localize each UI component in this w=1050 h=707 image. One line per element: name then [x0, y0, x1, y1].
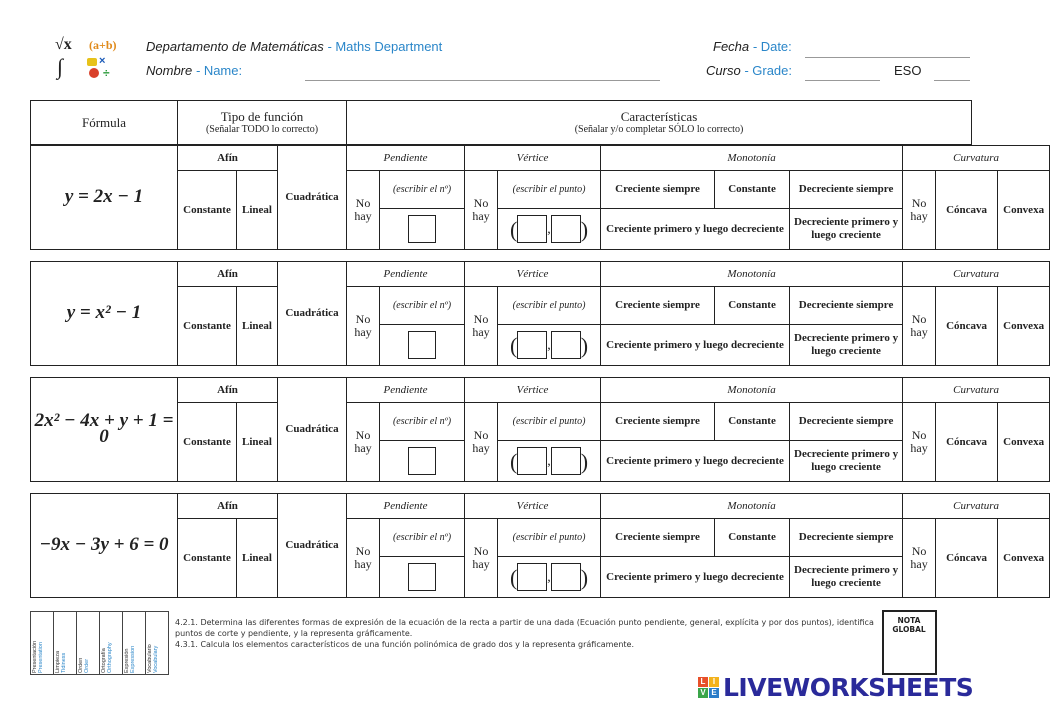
criterion-label — [77, 612, 91, 674]
blank — [936, 611, 972, 674]
pendiente-no-hay[interactable]: No hay — [347, 287, 380, 366]
formula-header: Fórmula — [31, 101, 178, 145]
comma: , — [547, 569, 551, 585]
criterion-1[interactable] — [31, 611, 54, 674]
option-constante[interactable]: Constante — [178, 287, 237, 366]
nota-global[interactable]: NOTA GLOBAL — [883, 611, 936, 674]
option-creciente[interactable]: Creciente siempre — [601, 287, 715, 325]
liveworksheets-logo-icon: L I V E — [698, 677, 719, 698]
eso-field[interactable] — [934, 80, 970, 81]
option-cuadratica[interactable]: Cuadrática — [278, 494, 347, 598]
pendiente-no-hay[interactable]: No hay — [347, 171, 380, 250]
option-decreciente[interactable]: Decreciente siempre — [790, 171, 903, 209]
vertice-no-hay[interactable]: No hay — [465, 403, 498, 482]
option-concava[interactable]: Cóncava — [936, 403, 998, 482]
vertice-point — [510, 447, 588, 475]
vertice-label: Vértice — [465, 146, 601, 171]
curvatura-label: Curvatura — [903, 146, 1050, 171]
option-lineal[interactable]: Lineal — [237, 287, 278, 366]
pendiente-input-cell — [380, 209, 465, 250]
criterion-2[interactable] — [54, 611, 77, 674]
vertice-label: Vértice — [465, 262, 601, 287]
date-en: Date: — [760, 39, 792, 54]
option-constante[interactable]: Constante — [178, 171, 237, 250]
vertice-hint: (escribir el punto) — [498, 287, 601, 325]
formula-text: −9x − 3y + 6 = 0 — [39, 533, 169, 555]
department-en: Maths Department — [335, 39, 443, 54]
pendiente-hint: (escribir el nº) — [380, 403, 465, 441]
criterion-en: Presentation — [38, 641, 44, 673]
pendiente-hint: (escribir el nº) — [380, 287, 465, 325]
monotonia-label: Monotonía — [601, 378, 903, 403]
name-line — [146, 63, 242, 78]
option-crec-dec[interactable]: Creciente primero y luego decreciente — [601, 441, 790, 482]
option-concava[interactable]: Cóncava — [936, 287, 998, 366]
criterion-label — [31, 612, 45, 674]
vertice-y-input[interactable] — [551, 447, 581, 475]
comma: , — [547, 453, 551, 469]
function-row-3 — [30, 377, 1050, 482]
separator: - — [192, 63, 204, 78]
paren-close: ) — [580, 564, 589, 590]
pendiente-input-cell — [380, 557, 465, 598]
option-cuadratica[interactable]: Cuadrática — [278, 378, 347, 482]
option-convexa[interactable]: Convexa — [998, 287, 1050, 366]
criterion-en: Orthography — [107, 641, 113, 673]
paren-close: ) — [580, 216, 589, 242]
function-row-4 — [30, 493, 1050, 598]
pendiente-no-hay[interactable]: No hay — [347, 519, 380, 598]
liveworksheets-text: LIVEWORKSHEETS — [723, 672, 974, 702]
formula-text: y = 2x − 1 — [64, 185, 144, 207]
option-dec-crec[interactable]: Decreciente primero y luego creciente — [790, 325, 903, 366]
separator: - — [749, 39, 761, 54]
formula-cell — [31, 378, 178, 482]
standards-text — [169, 611, 883, 674]
pendiente-input[interactable] — [408, 331, 436, 359]
vertice-label: Vértice — [465, 494, 601, 519]
curvatura-no-hay[interactable]: No hay — [903, 287, 936, 366]
criterion-label — [100, 612, 114, 674]
comma: , — [547, 337, 551, 353]
separator: - — [740, 63, 753, 78]
pendiente-hint: (escribir el nº) — [380, 171, 465, 209]
option-creciente[interactable]: Creciente siempre — [601, 519, 715, 557]
date-line — [713, 39, 792, 54]
option-cuadratica[interactable]: Cuadrática — [278, 262, 347, 366]
pendiente-input[interactable] — [408, 563, 436, 591]
option-constante-mono[interactable]: Constante — [715, 287, 790, 325]
course-es: Curso — [706, 63, 741, 78]
logo-a-plus-b: (a+b) — [89, 38, 117, 52]
date-field[interactable] — [805, 57, 970, 58]
criterion-5[interactable] — [123, 611, 146, 674]
logo-symbols-icon: × ÷ — [85, 56, 121, 80]
afin-label: Afín — [178, 146, 278, 171]
option-convexa[interactable]: Convexa — [998, 519, 1050, 598]
pendiente-label: Pendiente — [347, 262, 465, 287]
vertice-y-input[interactable] — [551, 331, 581, 359]
vertice-point — [510, 215, 588, 243]
criterion-label — [146, 612, 160, 674]
pendiente-label: Pendiente — [347, 494, 465, 519]
tipo-header: Tipo de función (Señalar TODO lo correcto) — [178, 101, 347, 145]
criterion-es: Orden — [78, 657, 84, 673]
curvatura-label: Curvatura — [903, 262, 1050, 287]
option-dec-crec[interactable]: Decreciente primero y luego creciente — [790, 557, 903, 598]
vertice-x-input[interactable] — [517, 447, 547, 475]
pendiente-hint: (escribir el nº) — [380, 519, 465, 557]
vertice-x-input[interactable] — [517, 331, 547, 359]
option-constante[interactable]: Constante — [178, 403, 237, 482]
curvatura-label: Curvatura — [903, 494, 1050, 519]
curvatura-no-hay[interactable]: No hay — [903, 519, 936, 598]
criterion-es: Expresión — [124, 648, 130, 673]
pendiente-input[interactable] — [408, 215, 436, 243]
vertice-input-cell — [498, 441, 601, 482]
option-concava[interactable]: Cóncava — [936, 519, 998, 598]
monotonia-label: Monotonía — [601, 262, 903, 287]
afin-label: Afín — [178, 378, 278, 403]
pendiente-input[interactable] — [408, 447, 436, 475]
criterion-es: Vocabulario — [147, 643, 153, 673]
vertice-hint: (escribir el punto) — [498, 403, 601, 441]
option-concava[interactable]: Cóncava — [936, 171, 998, 250]
paren-open: ( — [509, 332, 518, 358]
vertice-input-cell — [498, 209, 601, 250]
afin-label: Afín — [178, 494, 278, 519]
vertice-x-input[interactable] — [517, 215, 547, 243]
option-lineal[interactable]: Lineal — [237, 519, 278, 598]
logo — [55, 36, 125, 82]
date-es: Fecha — [713, 39, 750, 54]
vertice-y-input[interactable] — [551, 215, 581, 243]
vertice-input-cell — [498, 325, 601, 366]
option-crec-dec[interactable]: Creciente primero y luego decreciente — [601, 209, 790, 250]
option-convexa[interactable]: Convexa — [998, 171, 1050, 250]
pendiente-label: Pendiente — [347, 378, 465, 403]
criterion-es: Limpieza — [55, 650, 61, 673]
vertice-point — [510, 563, 588, 591]
vertice-x-input[interactable] — [517, 563, 547, 591]
vertice-label: Vértice — [465, 378, 601, 403]
header-table — [30, 100, 972, 145]
eso-label: ESO — [894, 63, 922, 78]
curvatura-no-hay[interactable]: No hay — [903, 171, 936, 250]
carac-header: Características (Señalar y/o completar SÓLO lo correcto) — [347, 101, 972, 145]
option-lineal[interactable]: Lineal — [237, 403, 278, 482]
pendiente-input-cell — [380, 441, 465, 482]
criterion-en: Expression — [130, 645, 136, 673]
paren-open: ( — [509, 564, 518, 590]
criterion-label — [123, 612, 137, 674]
vertice-y-input[interactable] — [551, 563, 581, 591]
pendiente-label: Pendiente — [347, 146, 465, 171]
criterion-es: Presentación — [32, 640, 38, 673]
name-es: Nombre — [146, 63, 193, 78]
course-en: Grade: — [752, 63, 792, 78]
option-lineal[interactable]: Lineal — [237, 171, 278, 250]
logo-sqrt-x: √x — [55, 36, 72, 53]
vertice-point — [510, 331, 588, 359]
formula-text: y = x² − 1 — [66, 301, 142, 323]
curvatura-label: Curvatura — [903, 378, 1050, 403]
vertice-no-hay[interactable]: No hay — [465, 171, 498, 250]
option-decreciente[interactable]: Decreciente siempre — [790, 519, 903, 557]
criterion-es: Ortografía — [101, 647, 107, 673]
option-crec-dec[interactable]: Creciente primero y luego decreciente — [601, 557, 790, 598]
criterion-3[interactable] — [77, 611, 100, 674]
pendiente-input-cell — [380, 325, 465, 366]
option-convexa[interactable]: Convexa — [998, 403, 1050, 482]
option-decreciente[interactable]: Decreciente siempre — [790, 403, 903, 441]
vertice-no-hay[interactable]: No hay — [465, 287, 498, 366]
monotonia-label: Monotonía — [601, 146, 903, 171]
formula-text: 2x² − 4x + y + 1 = 0 — [34, 409, 174, 447]
footer-table — [30, 610, 972, 675]
paren-close: ) — [580, 448, 589, 474]
standard-2: 4.3.1. Calcula los elementos característicos de una función polinómica de grado dos y la representa gráficamente. — [175, 640, 635, 649]
logo-integral: ∫ — [57, 54, 64, 79]
function-row-1 — [30, 145, 1050, 250]
option-decreciente[interactable]: Decreciente siempre — [790, 287, 903, 325]
option-cuadratica[interactable]: Cuadrática — [278, 146, 347, 250]
course-line — [706, 63, 792, 78]
vertice-input-cell — [498, 557, 601, 598]
formula-cell — [31, 494, 178, 598]
standard-1: 4.2.1. Determina las diferentes formas de expresión de la ecuación de la recta a partir de una dada (Ecuación punto pendiente, general, explícita y por dos puntos), identifica puntos de corte y pendiente, y la representa gráficamente. — [175, 618, 874, 638]
option-creciente[interactable]: Creciente siempre — [601, 403, 715, 441]
vertice-no-hay[interactable]: No hay — [465, 519, 498, 598]
department-line — [146, 39, 442, 54]
criterion-4[interactable] — [100, 611, 123, 674]
option-crec-dec[interactable]: Creciente primero y luego decreciente — [601, 325, 790, 366]
name-field[interactable] — [305, 80, 660, 81]
paren-open: ( — [509, 216, 518, 242]
option-dec-crec[interactable]: Decreciente primero y luego creciente — [790, 209, 903, 250]
option-dec-crec[interactable]: Decreciente primero y luego creciente — [790, 441, 903, 482]
vertice-hint: (escribir el punto) — [498, 171, 601, 209]
paren-close: ) — [580, 332, 589, 358]
formula-cell — [31, 146, 178, 250]
liveworksheets-watermark — [698, 672, 973, 702]
curvatura-no-hay[interactable]: No hay — [903, 403, 936, 482]
criterion-en: Vocabulary — [153, 645, 159, 673]
option-constante-mono[interactable]: Constante — [715, 171, 790, 209]
option-constante-mono[interactable]: Constante — [715, 403, 790, 441]
criterion-label — [54, 612, 68, 674]
criterion-en: Order — [84, 658, 90, 673]
paren-open: ( — [509, 448, 518, 474]
formula-cell — [31, 262, 178, 366]
comma: , — [547, 221, 551, 237]
option-constante-mono[interactable]: Constante — [715, 519, 790, 557]
separator: - — [323, 39, 336, 54]
course-field[interactable] — [805, 80, 880, 81]
vertice-hint: (escribir el punto) — [498, 519, 601, 557]
department-es: Departamento de Matemáticas — [146, 39, 324, 54]
monotonia-label: Monotonía — [601, 494, 903, 519]
pendiente-no-hay[interactable]: No hay — [347, 403, 380, 482]
function-row-2 — [30, 261, 1050, 366]
criterion-en: Tidiness — [61, 652, 67, 673]
criterion-6[interactable] — [146, 611, 169, 674]
name-en: Name: — [203, 63, 243, 78]
option-constante[interactable]: Constante — [178, 519, 237, 598]
option-creciente[interactable]: Creciente siempre — [601, 171, 715, 209]
afin-label: Afín — [178, 262, 278, 287]
